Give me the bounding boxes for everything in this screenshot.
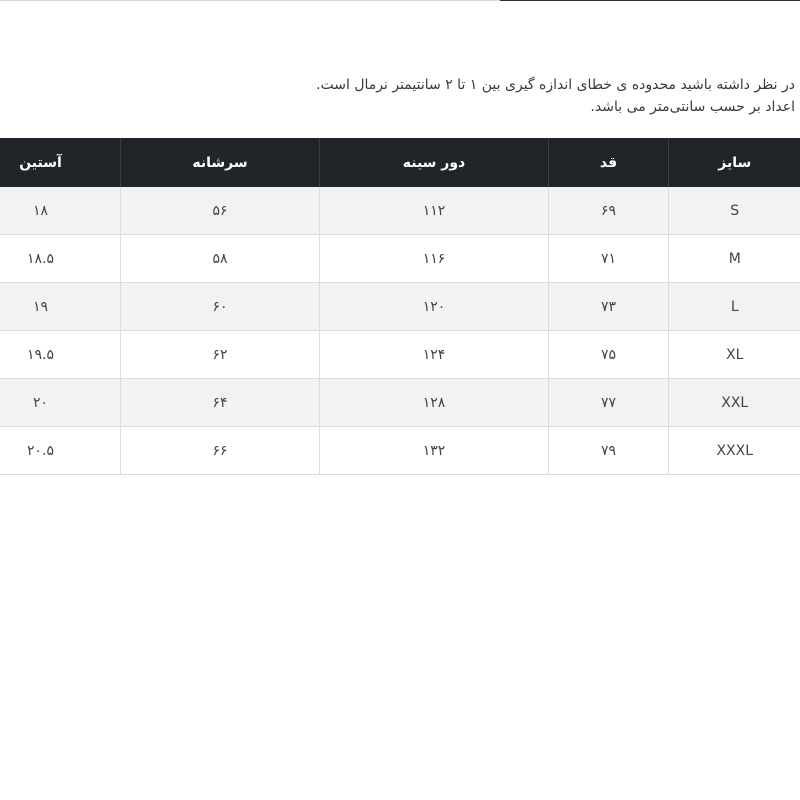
cell-size: XL <box>669 331 800 379</box>
cell-shoulder: ۶۶ <box>121 427 320 475</box>
cell-size: XXXL <box>669 427 800 475</box>
cell-size: M <box>669 235 800 283</box>
cell-height: ۷۷ <box>549 379 669 427</box>
table-row <box>0 283 800 331</box>
table-row <box>0 187 800 235</box>
cell-shoulder: ۶۰ <box>121 283 320 331</box>
measurement-note <box>316 74 795 118</box>
note-units: اعداد بر حسب سانتی‌متر می باشد. <box>590 99 795 115</box>
cell-size: S <box>669 187 800 235</box>
top-divider-accent <box>500 0 800 1</box>
header-height: قد <box>549 138 669 187</box>
cell-size: XXL <box>669 379 800 427</box>
cell-height: ۷۹ <box>549 427 669 475</box>
table-row <box>0 331 800 379</box>
header-size: سایز <box>669 138 800 187</box>
header-sleeve: آستین <box>0 138 121 187</box>
cell-shoulder: ۵۶ <box>121 187 320 235</box>
table-row <box>0 427 800 475</box>
cell-chest: ۱۲۰ <box>320 283 549 331</box>
cell-chest: ۱۳۲ <box>320 427 549 475</box>
cell-height: ۷۵ <box>549 331 669 379</box>
header-shoulder: سرشانه <box>121 138 320 187</box>
cell-height: ۷۳ <box>549 283 669 331</box>
table-row <box>0 235 800 283</box>
table-body <box>0 187 800 475</box>
cell-sleeve: ۲۰.۵ <box>0 427 121 475</box>
header-row <box>0 138 800 187</box>
cell-shoulder: ۶۲ <box>121 331 320 379</box>
size-table <box>0 138 800 475</box>
cell-sleeve: ۱۹.۵ <box>0 331 121 379</box>
cell-height: ۷۱ <box>549 235 669 283</box>
table-row <box>0 379 800 427</box>
cell-sleeve: ۱۹ <box>0 283 121 331</box>
cell-shoulder: ۵۸ <box>121 235 320 283</box>
cell-sleeve: ۱۸ <box>0 187 121 235</box>
cell-chest: ۱۱۲ <box>320 187 549 235</box>
size-table-container <box>0 138 800 475</box>
cell-chest: ۱۱۶ <box>320 235 549 283</box>
cell-size: L <box>669 283 800 331</box>
cell-sleeve: ۲۰ <box>0 379 121 427</box>
table-header <box>0 138 800 187</box>
cell-sleeve: ۱۸.۵ <box>0 235 121 283</box>
cell-chest: ۱۲۸ <box>320 379 549 427</box>
header-chest: دور سینه <box>320 138 549 187</box>
note-tolerance: در نظر داشته باشید محدوده ی خطای اندازه گیری بین ۱ تا ۲ سانتیمتر نرمال است. <box>316 77 795 93</box>
cell-height: ۶۹ <box>549 187 669 235</box>
cell-shoulder: ۶۴ <box>121 379 320 427</box>
cell-chest: ۱۲۴ <box>320 331 549 379</box>
